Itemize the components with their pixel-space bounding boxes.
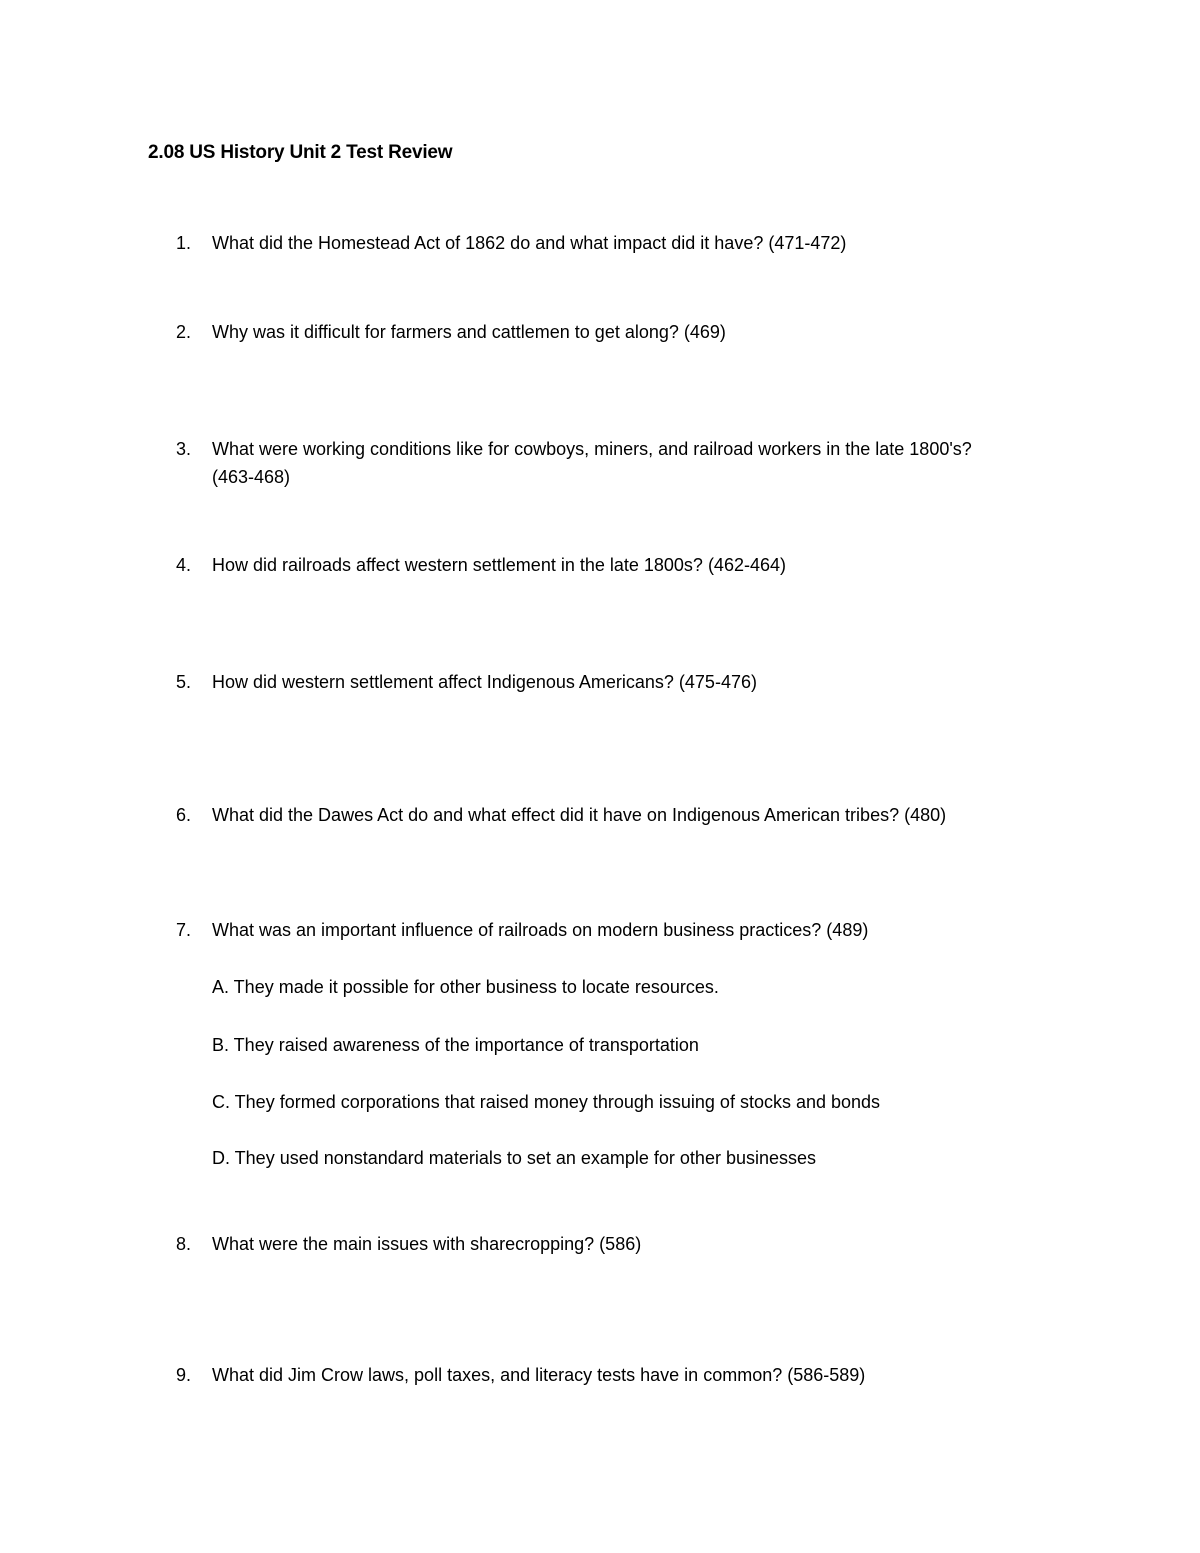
question-text: What were the main issues with sharecropping? (586) [212, 1234, 642, 1254]
question-text: What did the Homestead Act of 1862 do and what impact did it have? (471-472) [212, 233, 847, 253]
question-number: 9. [176, 1365, 192, 1385]
question-text: What were working conditions like for cowboys, miners, and railroad workers in the late 1800's? [212, 439, 972, 459]
document-title: 2.08 US History Unit 2 Test Review [148, 142, 453, 163]
question-number: 6. [176, 805, 192, 825]
question-text: How did western settlement affect Indigenous Americans? (475-476) [212, 672, 757, 692]
question-number: 5. [176, 672, 192, 692]
answer-option-b: B. They raised awareness of the importance of transportation [212, 1035, 699, 1055]
question-text-continuation: (463-468) [212, 467, 291, 487]
question-text: What did the Dawes Act do and what effect did it have on Indigenous American tribes? (480) [212, 805, 947, 825]
question-number: 4. [176, 555, 192, 575]
answer-option-a: A. They made it possible for other business to locate resources. [212, 977, 719, 997]
question-number: 3. [176, 439, 192, 459]
question-text: What was an important influence of railroads on modern business practices? (489) [212, 920, 869, 940]
answer-option-c: C. They formed corporations that raised money through issuing of stocks and bonds [212, 1092, 881, 1112]
question-number: 2. [176, 322, 192, 342]
question-text: What did Jim Crow laws, poll taxes, and literacy tests have in common? (586-589) [212, 1365, 866, 1385]
question-text: Why was it difficult for farmers and cattlemen to get along? (469) [212, 322, 726, 342]
question-number: 1. [176, 233, 192, 253]
answer-option-d: D. They used nonstandard materials to set an example for other businesses [212, 1148, 817, 1168]
question-text: How did railroads affect western settlement in the late 1800s? (462-464) [212, 555, 786, 575]
question-number: 7. [176, 920, 192, 940]
question-number: 8. [176, 1234, 192, 1254]
